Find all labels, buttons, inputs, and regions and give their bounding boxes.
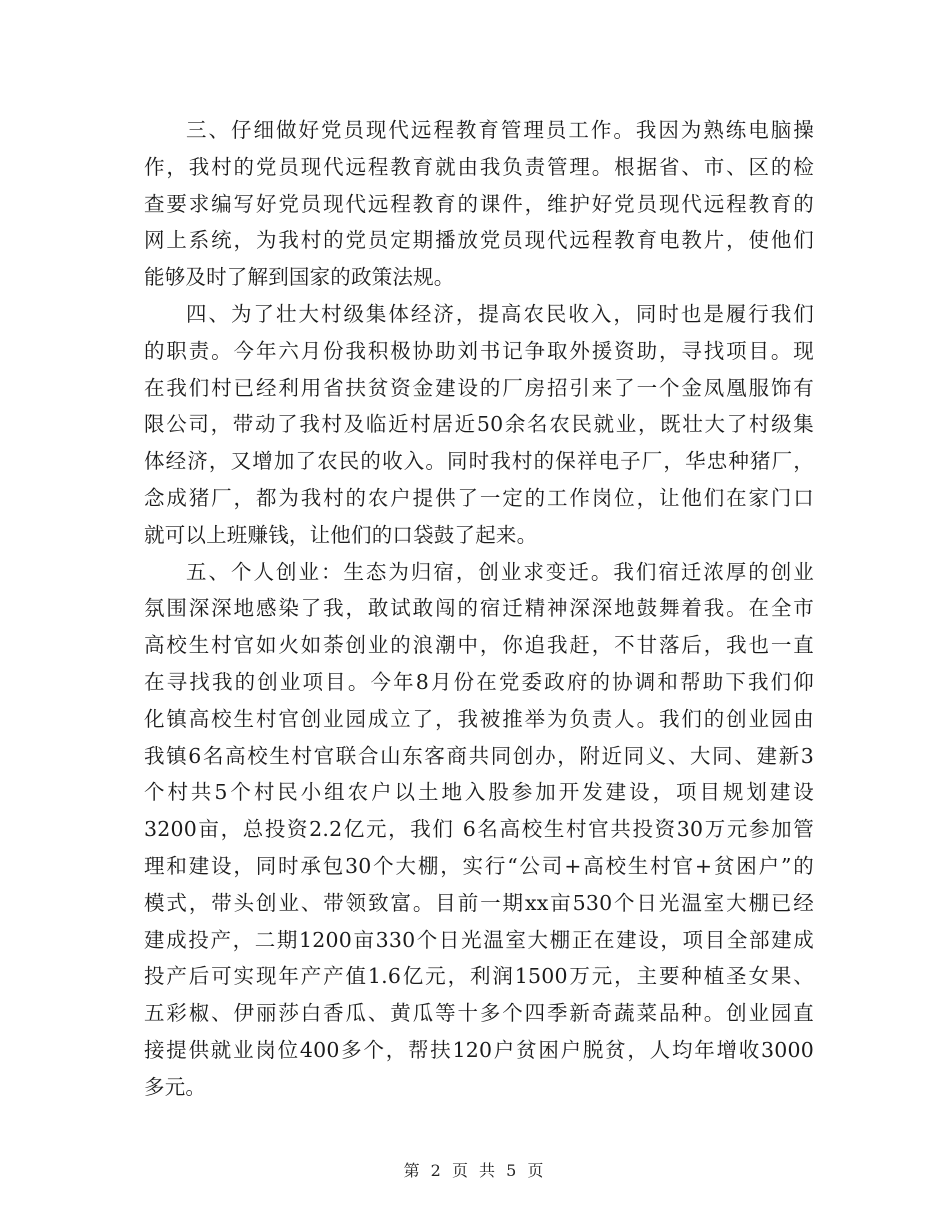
paragraph-line: 接提供就业岗位400多个，帮扶120户贫困户脱贫，人均年增收3000 [144,1037,814,1062]
paragraph-line: 氛围深深地感染了我，敢试敢闯的宿迁精神深深地鼓舞着我。在全市 [144,596,814,621]
paragraph-line: 建成投产，二期1200亩330个日光温室大棚正在建设，项目全部建成 [144,927,814,952]
paragraph-line: 投产后可实现年产产值1.6亿元，利润1500万元，主要种植圣女果、 [144,964,814,989]
paragraph-line: 网上系统，为我村的党员定期播放党员现代远程教育电教片，使他们 [144,228,814,253]
paragraph-line: 个村共5个村民小组农户以土地入股参加开发建设，项目规划建设 [144,780,814,805]
paragraph-line: 限公司，带动了我村及临近村居近50余名农民就业，既壮大了村级集 [144,412,814,437]
paragraph-line: 查要求编写好党员现代远程教育的课件，维护好党员现代远程教育的 [144,191,814,216]
paragraph-line: 作，我村的党员现代远程教育就由我负责管理。根据省、市、区的检 [144,154,814,179]
paragraph-line: 化镇高校生村官创业园成立了，我被推举为负责人。我们的创业园由 [144,706,814,731]
paragraph-line: 就可以上班赚钱，让他们的口袋鼓了起来。 [144,522,538,547]
paragraph-line: 高校生村官如火如荼创业的浪潮中，你追我赶，不甘落后，我也一直 [144,633,814,658]
paragraph-line: 念成猪厂，都为我村的农户提供了一定的工作岗位，让他们在家门口 [144,485,814,510]
paragraph-line: 体经济，又增加了农民的收入。同时我村的保祥电子厂，华忠种猪厂， [144,449,814,474]
body-text [144,112,814,1106]
paragraph-line: 我镇6名高校生村官联合山东客商共同创办，附近同义、大同、建新3 [144,743,814,768]
paragraph-line: 多元。 [144,1074,207,1099]
paragraph-line: 理和建设，同时承包30个大棚，实行“公司+高校生村官+贫困户”的 [144,853,814,878]
paragraph-line: 的职责。今年六月份我积极协助刘书记争取外援资助，寻找项目。现 [144,338,814,363]
paragraph-line: 在我们村已经利用省扶贫资金建设的厂房招引来了一个金凤凰服饰有 [144,375,814,400]
paragraph-line: 模式，带头创业、带领致富。目前一期xx亩530个日光温室大棚已经 [144,890,814,915]
paragraph-line: 在寻找我的创业项目。今年8月份在党委政府的协调和帮助下我们仰 [144,669,814,694]
paragraph-line: 3200亩，总投资2.2亿元，我们 6名高校生村官共投资30万元参加管 [144,817,814,842]
paragraph-first-line: 五、个人创业：生态为归宿，创业求变迁。我们宿迁浓厚的创业 [186,559,814,584]
page-number-footer: 第 2 页 共 5 页 [403,1161,547,1180]
paragraph-line: 五彩椒、伊丽莎白香瓜、黄瓜等十多个四季新奇蔬菜品种。创业园直 [144,1001,814,1026]
paragraph-first-line: 三、仔细做好党员现代远程教育管理员工作。我因为熟练电脑操 [186,118,814,142]
paragraph-line: 能够及时了解到国家的政策法规。 [144,265,455,290]
paragraph-first-line: 四、为了壮大村级集体经济，提高农民收入，同时也是履行我们 [186,301,814,326]
